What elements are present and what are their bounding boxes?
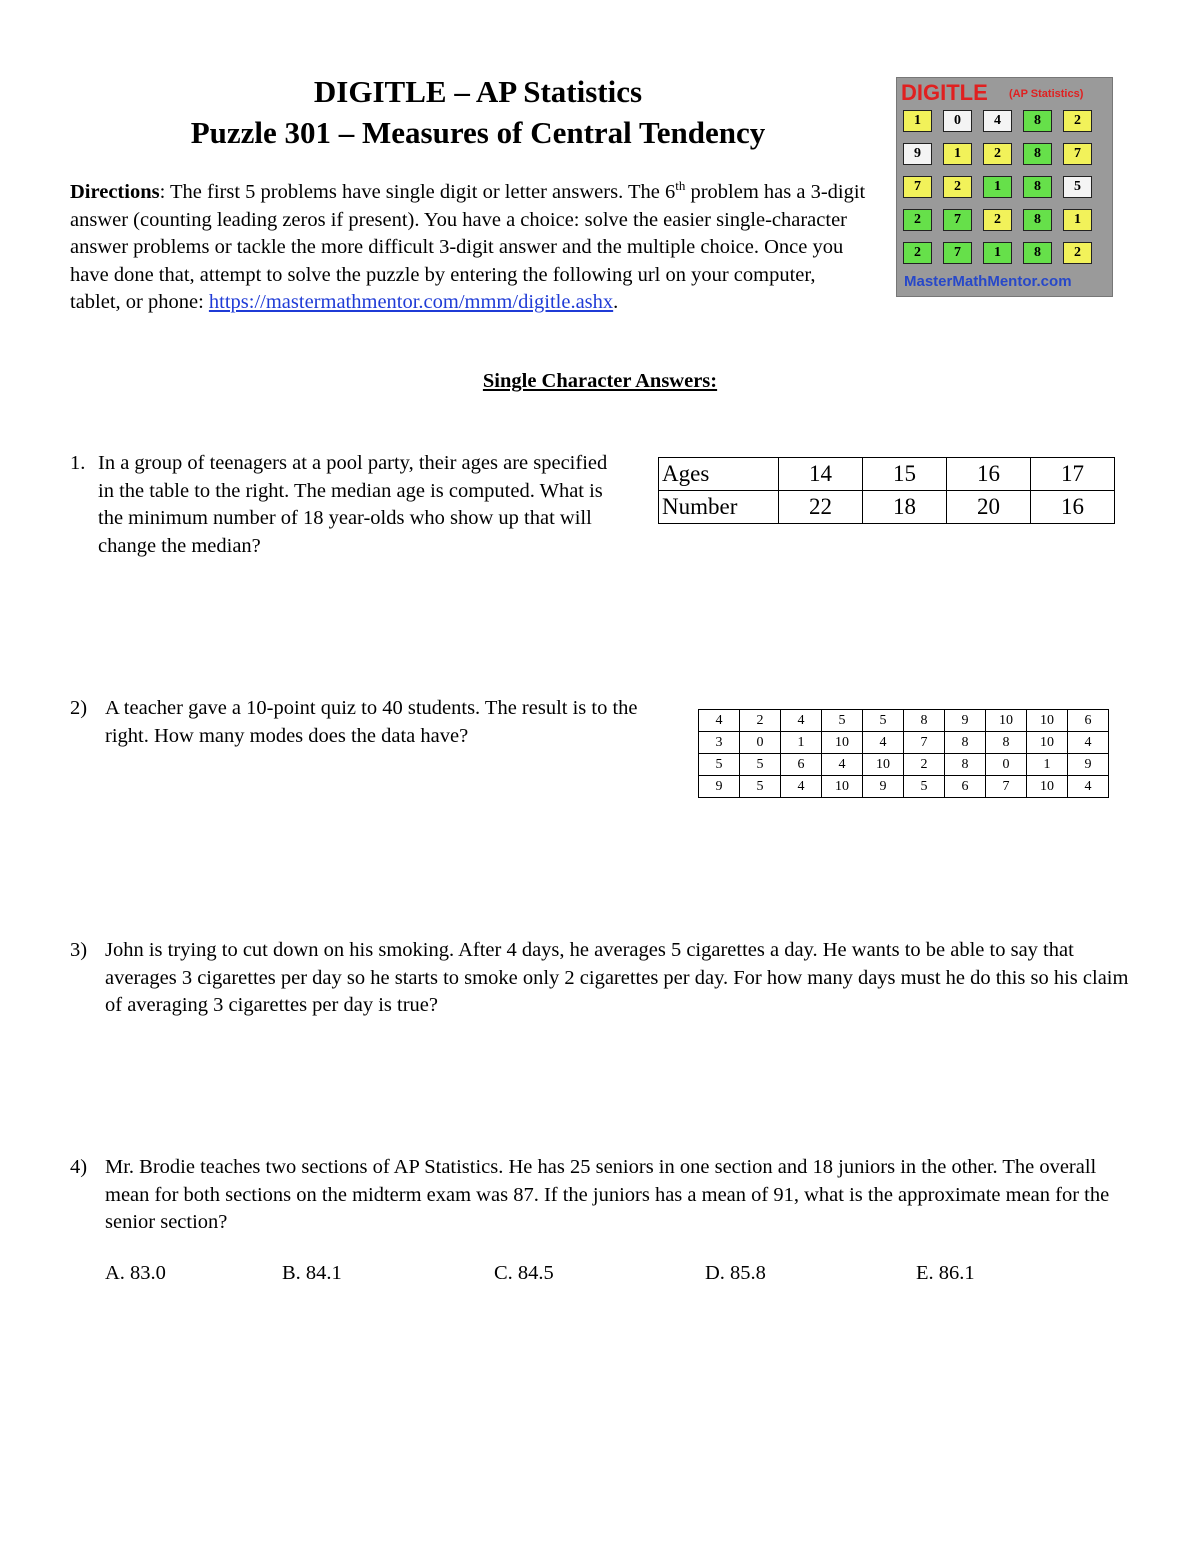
- logo-tile-row: [903, 209, 1108, 231]
- directions-sup: th: [675, 178, 686, 194]
- question-number: 2): [70, 697, 88, 719]
- table-cell: 8: [986, 732, 1027, 754]
- table-cell: 3: [699, 732, 740, 754]
- table-cell: Ages: [659, 458, 779, 491]
- logo-tile-row: [903, 242, 1108, 264]
- table-row: [699, 710, 1109, 732]
- table-cell: 14: [779, 458, 863, 491]
- table-cell: 8: [945, 732, 986, 754]
- table-cell: 5: [740, 754, 781, 776]
- question-2: [70, 695, 670, 750]
- question-text: In a group of teenagers at a pool party, their ages are specified in the table to the right. The median age is computed. What is the minimum number of 18 year-olds who show up that will change the median?: [98, 452, 608, 557]
- ages-table: [658, 457, 1115, 524]
- table-cell: 6: [945, 776, 986, 798]
- question-number: 1.: [70, 452, 86, 474]
- table-cell: 1: [781, 732, 822, 754]
- question-1: [70, 450, 610, 560]
- logo-tile: 2: [903, 209, 932, 231]
- table-cell: 10: [1027, 732, 1068, 754]
- table-cell: 22: [779, 491, 863, 524]
- table-row: [659, 491, 1115, 524]
- question-text: John is trying to cut down on his smoking. After 4 days, he averages 5 cigarettes a day. He wants to be able to say that averages 3 cigarettes per day so he starts to smoke only 2 cigarettes per day. For how many days must he do this so his claim of averaging 3 cigarettes per day is true?: [105, 939, 1129, 1016]
- logo-tile: 2: [983, 143, 1012, 165]
- table-cell: 4: [1068, 776, 1109, 798]
- table-row: [699, 754, 1109, 776]
- logo-tile-row: [903, 110, 1108, 132]
- table-cell: 2: [740, 710, 781, 732]
- choice-a: A. 83.0: [105, 1262, 166, 1284]
- table-row: [699, 732, 1109, 754]
- table-cell: 8: [945, 754, 986, 776]
- table-cell: 10: [1027, 776, 1068, 798]
- logo-tile: 8: [1023, 209, 1052, 231]
- table-cell: 4: [781, 776, 822, 798]
- directions-label: Directions: [70, 181, 160, 203]
- table-cell: 15: [863, 458, 947, 491]
- table-cell: 9: [1068, 754, 1109, 776]
- logo-tile: 1: [983, 176, 1012, 198]
- directions-end: .: [613, 291, 619, 313]
- logo-tile: 2: [1063, 110, 1092, 132]
- section-title: Single Character Answers:: [482, 370, 718, 392]
- page-title: DIGITLE – AP Statistics: [313, 74, 643, 109]
- table-cell: 5: [904, 776, 945, 798]
- table-cell: 2: [904, 754, 945, 776]
- logo-tile: 5: [1063, 176, 1092, 198]
- logo-tile: 7: [1063, 143, 1092, 165]
- logo-tile-grid: [903, 110, 1108, 275]
- question-text: A teacher gave a 10-point quiz to 40 students. The result is to the right. How many modes does the data have?: [105, 697, 638, 747]
- logo-footer: MasterMathMentor.com: [904, 273, 1072, 290]
- logo-title: DIGITLE: [901, 80, 988, 105]
- logo-tile: 1: [943, 143, 972, 165]
- directions-text-b: problem has a 3-digit answer (counting leading zeros if present). You have a choice: solve the easier single-character answer problems or tackle the more difficult 3-digit answer and the multiple choice. Once you have done that, attempt to solve the puzzle by entering the following url on your computer, tablet, or phone:: [70, 181, 866, 313]
- question-text: Mr. Brodie teaches two sections of AP Statistics. He has 25 seniors in one section and 18 juniors in the other. The overall mean for both sections on the midterm exam was 87. If the juniors has a mean of 91, what is the approximate mean for the senior section?: [105, 1156, 1110, 1233]
- table-cell: 4: [822, 754, 863, 776]
- table-cell: 5: [699, 754, 740, 776]
- table-cell: 0: [740, 732, 781, 754]
- choice-d: D. 85.8: [705, 1262, 766, 1284]
- logo-tile: 1: [983, 242, 1012, 264]
- table-cell: 5: [863, 710, 904, 732]
- logo-tile: 8: [1023, 176, 1052, 198]
- table-row: [699, 776, 1109, 798]
- table-cell: 10: [822, 732, 863, 754]
- question-4: [70, 1154, 1140, 1237]
- logo-tile: 7: [943, 242, 972, 264]
- logo-tile: 2: [903, 242, 932, 264]
- directions-paragraph: [70, 179, 870, 317]
- logo-tile-row: [903, 176, 1108, 198]
- table-cell: 6: [1068, 710, 1109, 732]
- table-cell: 8: [904, 710, 945, 732]
- directions-text-a: : The first 5 problems have single digit or letter answers. The 6: [159, 181, 676, 203]
- table-cell: 4: [781, 710, 822, 732]
- table-cell: 6: [781, 754, 822, 776]
- table-cell: 10: [986, 710, 1027, 732]
- choice-e: E. 86.1: [916, 1262, 975, 1284]
- table-cell: Number: [659, 491, 779, 524]
- table-row: [659, 458, 1115, 491]
- logo-subtitle: (AP Statistics): [1009, 88, 1084, 100]
- table-cell: 9: [945, 710, 986, 732]
- logo-tile: 2: [983, 209, 1012, 231]
- table-cell: 4: [863, 732, 904, 754]
- logo-tile: 2: [943, 176, 972, 198]
- logo-tile: 1: [903, 110, 932, 132]
- table-cell: 10: [1027, 710, 1068, 732]
- table-cell: 20: [947, 491, 1031, 524]
- logo-tile: 8: [1023, 110, 1052, 132]
- choice-b: B. 84.1: [282, 1262, 342, 1284]
- quiz-scores-table: [698, 709, 1109, 798]
- table-cell: 0: [986, 754, 1027, 776]
- table-cell: 18: [863, 491, 947, 524]
- table-cell: 5: [740, 776, 781, 798]
- table-cell: 7: [904, 732, 945, 754]
- logo-tile: 1: [1063, 209, 1092, 231]
- logo-tile: 8: [1023, 143, 1052, 165]
- digitle-logo: [896, 77, 1113, 297]
- table-cell: 9: [863, 776, 904, 798]
- table-cell: 7: [986, 776, 1027, 798]
- logo-tile-row: [903, 143, 1108, 165]
- table-cell: 17: [1031, 458, 1115, 491]
- table-cell: 4: [1068, 732, 1109, 754]
- table-cell: 10: [863, 754, 904, 776]
- logo-tile: 8: [1023, 242, 1052, 264]
- table-cell: 16: [1031, 491, 1115, 524]
- question-number: 3): [70, 939, 88, 961]
- table-cell: 4: [699, 710, 740, 732]
- page-subtitle: Puzzle 301 – Measures of Central Tendency: [190, 115, 766, 150]
- logo-tile: 4: [983, 110, 1012, 132]
- question-3: [70, 937, 1140, 1020]
- logo-tile: 0: [943, 110, 972, 132]
- logo-tile: 7: [943, 209, 972, 231]
- logo-tile: 2: [1063, 242, 1092, 264]
- table-cell: 5: [822, 710, 863, 732]
- table-cell: 9: [699, 776, 740, 798]
- table-cell: 16: [947, 458, 1031, 491]
- digitle-link[interactable]: https://mastermathmentor.com/mmm/digitle.ashx: [208, 291, 614, 313]
- table-cell: 10: [822, 776, 863, 798]
- choice-c: C. 84.5: [494, 1262, 554, 1284]
- question-number: 4): [70, 1156, 88, 1178]
- logo-tile: 9: [903, 143, 932, 165]
- logo-tile: 7: [903, 176, 932, 198]
- table-cell: 1: [1027, 754, 1068, 776]
